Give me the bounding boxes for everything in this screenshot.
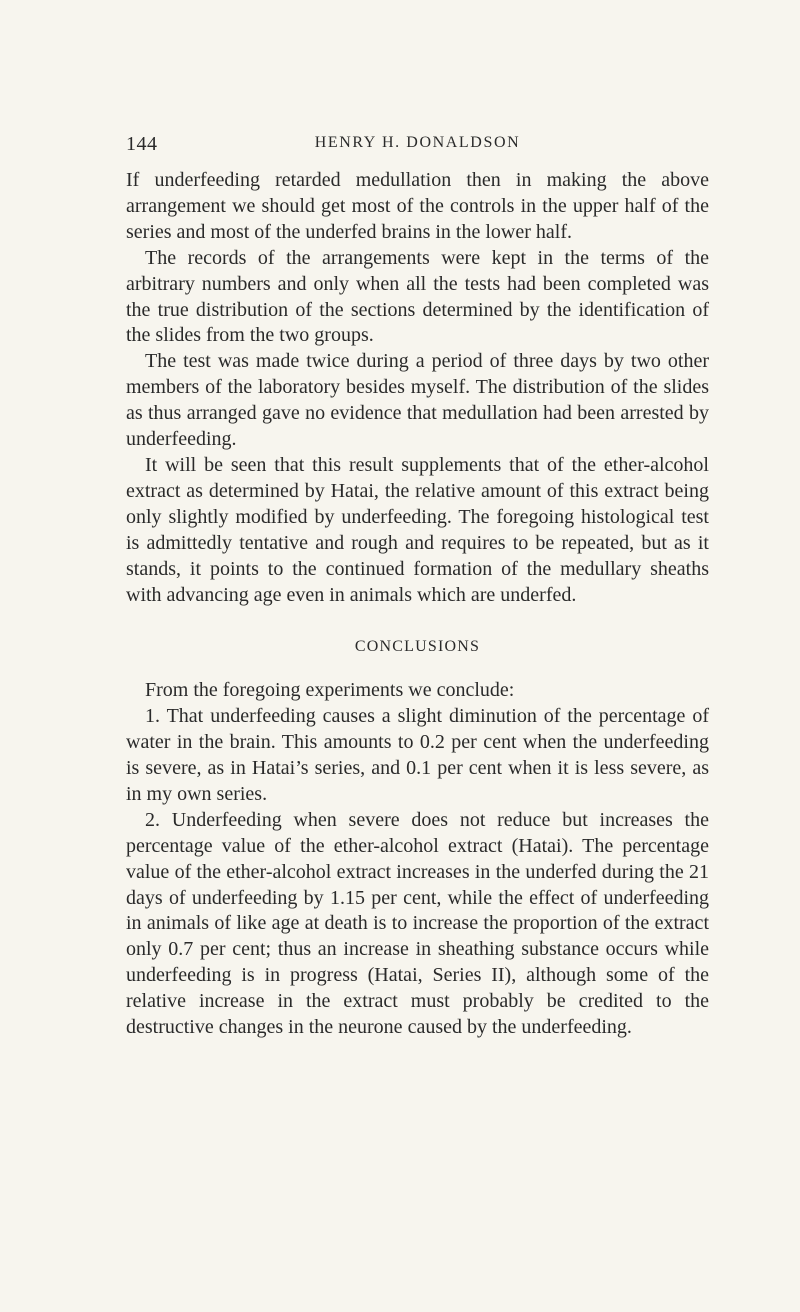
paragraph: The test was made twice during a period of three days by two other members of the laboratory besides myself. The distribution of the slides as thus arranged gave no evidence that medullation had been arrested by underfeeding. — [126, 350, 709, 451]
paragraph: The records of the arrangements were kept in the terms of the arbitrary numbers and only when all the tests had been completed was the true distribution of the sections determined by the identification of the slides from the two groups. — [126, 246, 709, 347]
section-heading: CONCLUSIONS — [354, 638, 481, 656]
running-head: HENRY H. DONALDSON — [314, 134, 521, 151]
conclusion-item: 2. Underfeeding when severe does not reduce but increases the percentage value of the ether-alcohol extract (Hatai). The percentage value of the ether-alcohol extract increases in the underfed during the 21 days of underfeeding by 1.15 per cent, while the effect of underfeeding in animals of like age at death is to increase the proportion of the extract only 0.7 per cent; thus an increase in sheathing substance occurs while underfeeding is in progress (Hatai, Series II), although some of the relative increase in the extract must probably be credited to the destructive changes in the neurone caused by the underfeeding. — [126, 808, 709, 1039]
page-number: 144 — [126, 133, 158, 155]
conclusion-item: 1. That underfeeding causes a slight diminution of the percentage of water in the brain. This amounts to 0.2 per cent when the underfeeding is severe, as in Hatai’s series, and 0.1 per cent when it is less severe, as in my own series. — [126, 705, 709, 805]
page-header — [126, 133, 709, 157]
paragraph: If underfeeding retarded medullation then in making the above arrangement we should get most of the controls in the upper half of the series and most of the underfed brains in the lower half. — [126, 169, 709, 243]
body-text — [126, 168, 709, 1041]
paragraph: It will be seen that this result supplements that of the ether-alcohol extract as determined by Hatai, the relative amount of this extract being only slightly modified by underfeeding. The foregoing histological test is admittedly tentative and rough and requires to be repeated, but as it stands, it points to the continued formation of the medullary sheaths with advancing age even in animals which are underfed. — [126, 453, 709, 606]
paragraph: From the foregoing experiments we conclude: — [145, 679, 515, 702]
